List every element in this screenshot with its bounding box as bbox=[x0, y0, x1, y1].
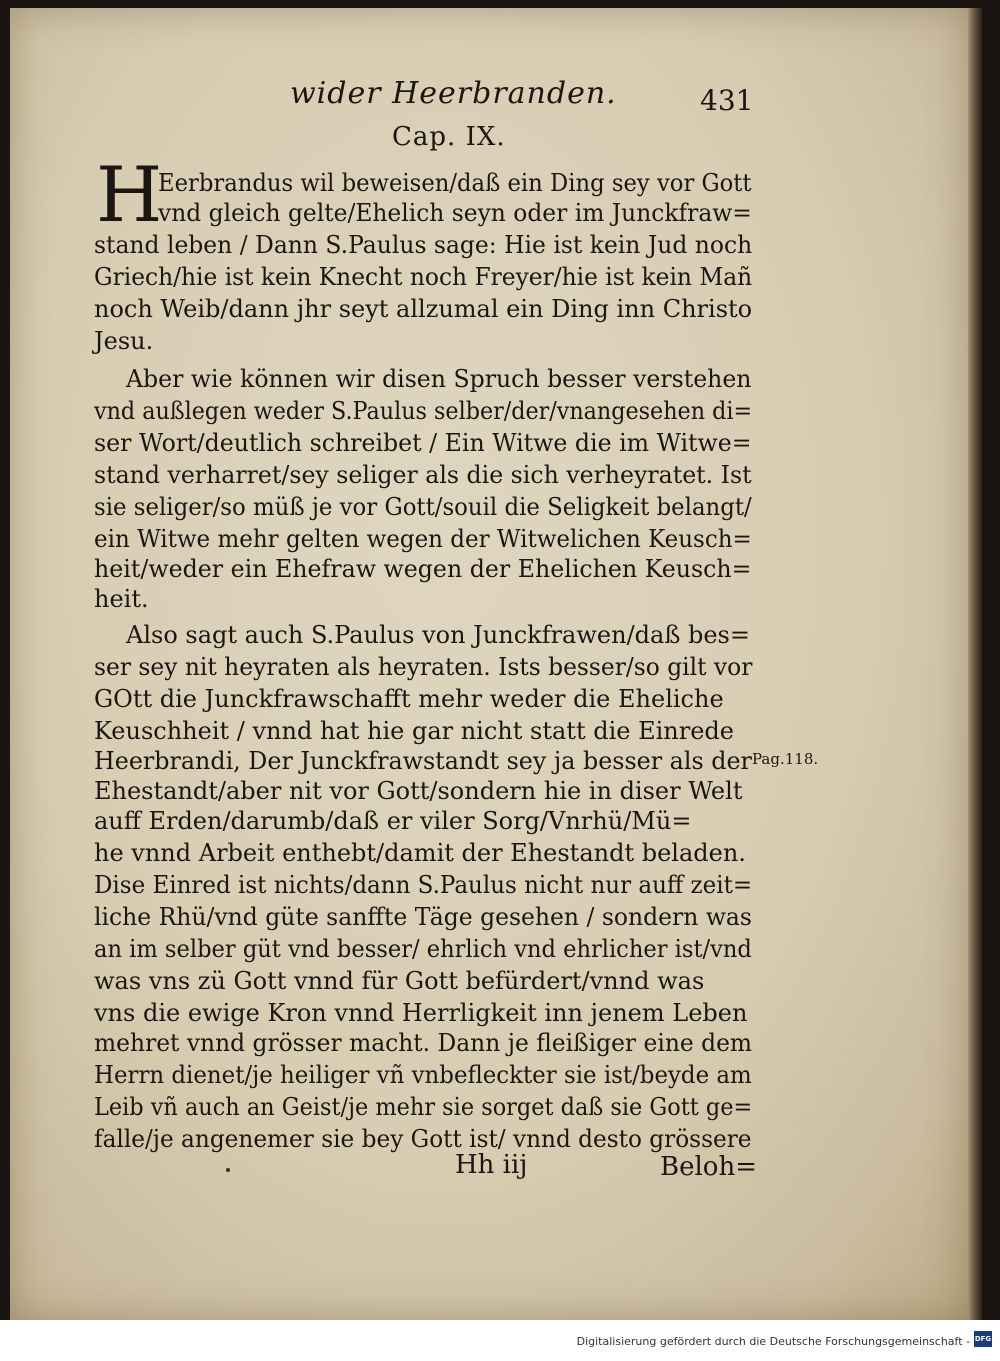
text-line: heit. bbox=[94, 585, 149, 613]
text-line: he vnnd Arbeit enthebt/damit der Ehestandt beladen. bbox=[94, 839, 746, 867]
text-line: ser sey nit heyraten als heyraten. Ists besser/so gilt vor bbox=[94, 653, 753, 681]
text-line: ser Wort/deutlich schreibet / Ein Witwe die im Witwe= bbox=[94, 429, 752, 457]
text-line: noch Weib/dann jhr seyt allzumal ein Ding inn Christo bbox=[94, 295, 753, 323]
text-line: Dise Einred ist nichts/dann S.Paulus nicht nur auff zeit= bbox=[94, 871, 753, 899]
running-title: wider Heerbranden. bbox=[290, 76, 617, 111]
text-line: mehret vnnd grösser macht. Dann je fleißiger eine dem bbox=[94, 1029, 753, 1057]
text-line: an im selber güt vnd besser/ ehrlich vnd ehrlicher ist/vnd bbox=[94, 935, 752, 963]
text-line: Eerbrandus wil beweisen/daß ein Ding sey vor Gott bbox=[158, 169, 752, 197]
text-line: Griech/hie ist kein Knecht noch Freyer/hie ist kein Mañ bbox=[94, 263, 753, 291]
signature-mark: Hh iij bbox=[455, 1150, 528, 1180]
ink-dot bbox=[226, 1168, 230, 1172]
text-line: was vns zü Gott vnnd für Gott befürdert/vnnd was bbox=[94, 967, 705, 995]
text-line: Herrn dienet/je heiliger vñ vnbefleckter sie ist/beyde am bbox=[94, 1061, 752, 1089]
text-line: heit/weder ein Ehefraw wegen der Ehelichen Keusch= bbox=[94, 555, 752, 583]
text-line: Keuschheit / vnnd hat hie gar nicht statt die Einrede bbox=[94, 717, 734, 745]
text-line: vnd gleich gelte/Ehelich seyn oder im Junckfraw= bbox=[158, 199, 752, 227]
text-line: falle/je angenemer sie bey Gott ist/ vnnd desto grössere bbox=[94, 1125, 752, 1153]
text-line: stand verharret/sey seliger als die sich verheyratet. Ist bbox=[94, 461, 752, 489]
digitization-credit: Digitalisierung gefördert durch die Deutsche Forschungsgemeinschaft - bbox=[576, 1335, 970, 1348]
book-edge bbox=[968, 8, 982, 1320]
text-line: GOtt die Junckfrawschafft mehr weder die Eheliche bbox=[94, 685, 724, 713]
text-line: auff Erden/darumb/daß er viler Sorg/Vnrhü/Mü= bbox=[94, 807, 692, 835]
text-line: sie seliger/so müß je vor Gott/souil die Seligkeit belangt/ bbox=[94, 493, 752, 521]
text-line: ein Witwe mehr gelten wegen der Witwelichen Keusch= bbox=[94, 525, 752, 553]
chapter-heading: Cap. IX. bbox=[392, 122, 506, 152]
text-line: vns die ewige Kron vnnd Herrligkeit inn jenem Leben bbox=[94, 999, 748, 1027]
text-line: vnd außlegen weder S.Paulus selber/der/vnangesehen di= bbox=[94, 397, 753, 425]
page-number: 431 bbox=[700, 84, 754, 117]
text-line: Heerbrandi, Der Junckfrawstandt sey ja besser als der bbox=[94, 747, 752, 775]
catchword: Beloh= bbox=[660, 1152, 757, 1182]
drop-cap: H bbox=[96, 150, 163, 239]
text-line: Jesu. bbox=[94, 327, 154, 355]
text-line: liche Rhü/vnd güte sanffte Täge gesehen / sondern was bbox=[94, 903, 752, 931]
text-line: Ehestandt/aber nit vor Gott/sondern hie in diser Welt bbox=[94, 777, 743, 805]
text-line: Leib vñ auch an Geist/je mehr sie sorget daß sie Gott ge= bbox=[94, 1093, 753, 1121]
text-line: Aber wie können wir disen Spruch besser verstehen bbox=[126, 365, 752, 393]
text-line: Also sagt auch S.Paulus von Junckfrawen/daß bes= bbox=[126, 621, 750, 649]
text-line: stand leben / Dann S.Paulus sage: Hie ist kein Jud noch bbox=[94, 231, 753, 259]
margin-note: Pag.118. bbox=[752, 750, 819, 768]
dfg-logo-icon: DFG bbox=[974, 1331, 992, 1347]
